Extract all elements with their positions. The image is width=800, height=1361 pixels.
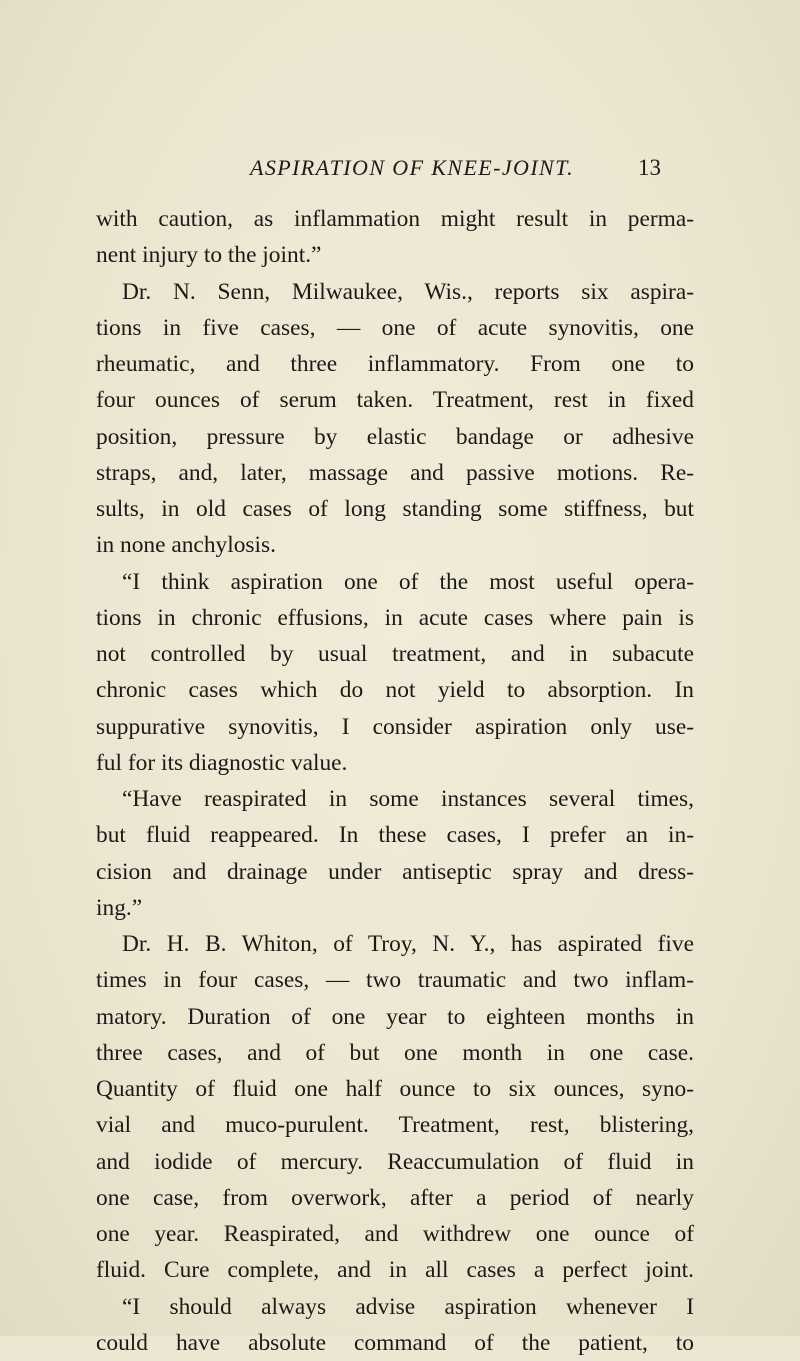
text-line: four ounces of serum taken. Treatment, rest in fixed — [96, 387, 694, 414]
text-line: ful for its diagnostic value. — [96, 749, 348, 776]
body-text — [96, 201, 694, 1361]
text-line: “I think aspiration one of the most useful opera- — [122, 568, 694, 595]
text-line: matory. Duration of one year to eighteen months in — [96, 1003, 694, 1030]
text-line: not controlled by usual treatment, and in subacute — [96, 641, 694, 667]
text-line: straps, and, later, massage and passive motions. Re- — [96, 459, 694, 486]
text-line: “Have reaspirated in some instances several times, — [122, 786, 694, 812]
running-head — [0, 148, 800, 188]
text-line: nent injury to the joint.” — [96, 242, 322, 269]
text-line: sults, in old cases of long standing some stiffness, but — [96, 496, 694, 522]
text-line: rheumatic, and three inflammatory. From one to — [96, 351, 694, 377]
text-line: position, pressure by elastic bandage or adhesive — [96, 423, 694, 450]
text-line: could have absolute command of the patient, to — [96, 1329, 694, 1356]
text-line: vial and muco-purulent. Treatment, rest, blistering, — [96, 1112, 694, 1139]
text-line: tions in five cases, — one of acute synovitis, one — [96, 314, 694, 341]
text-line: and iodide of mercury. Reaccumulation of fluid in — [96, 1148, 694, 1175]
text-line: times in four cases, — two traumatic and two inflam- — [96, 967, 694, 994]
text-line: Quantity of fluid one half ounce to six ounces, syno- — [96, 1076, 694, 1102]
text-line: in none anchylosis. — [96, 532, 276, 559]
text-line: ing.” — [96, 894, 143, 921]
text-line: one case, from overwork, after a period of nearly — [96, 1184, 694, 1211]
text-line: tions in chronic effusions, in acute cases where pain is — [96, 604, 694, 631]
text-line: cision and drainage under antiseptic spray and dress- — [96, 858, 694, 885]
text-line: fluid. Cure complete, and in all cases a perfect joint. — [96, 1257, 694, 1284]
text-line: one year. Reaspirated, and withdrew one ounce of — [96, 1221, 694, 1247]
text-line: Dr. H. B. Whiton, of Troy, N. Y., has aspirated five — [122, 931, 694, 957]
text-line: suppurative synovitis, I consider aspiration only use- — [96, 713, 694, 740]
text-line: but fluid reappeared. In these cases, I prefer an in- — [96, 822, 694, 849]
running-title: ASPIRATION OF KNEE-JOINT. — [250, 155, 575, 180]
text-line: “I should always advise aspiration whenever I — [122, 1293, 694, 1320]
text-line: chronic cases which do not yield to absorption. In — [96, 677, 694, 704]
text-line: three cases, and of but one month in one case. — [96, 1039, 694, 1066]
page-number: 13 — [638, 155, 661, 180]
text-line: with caution, as inflammation might result in perma- — [96, 206, 694, 232]
text-line: Dr. N. Senn, Milwaukee, Wis., reports six aspira- — [122, 278, 694, 305]
